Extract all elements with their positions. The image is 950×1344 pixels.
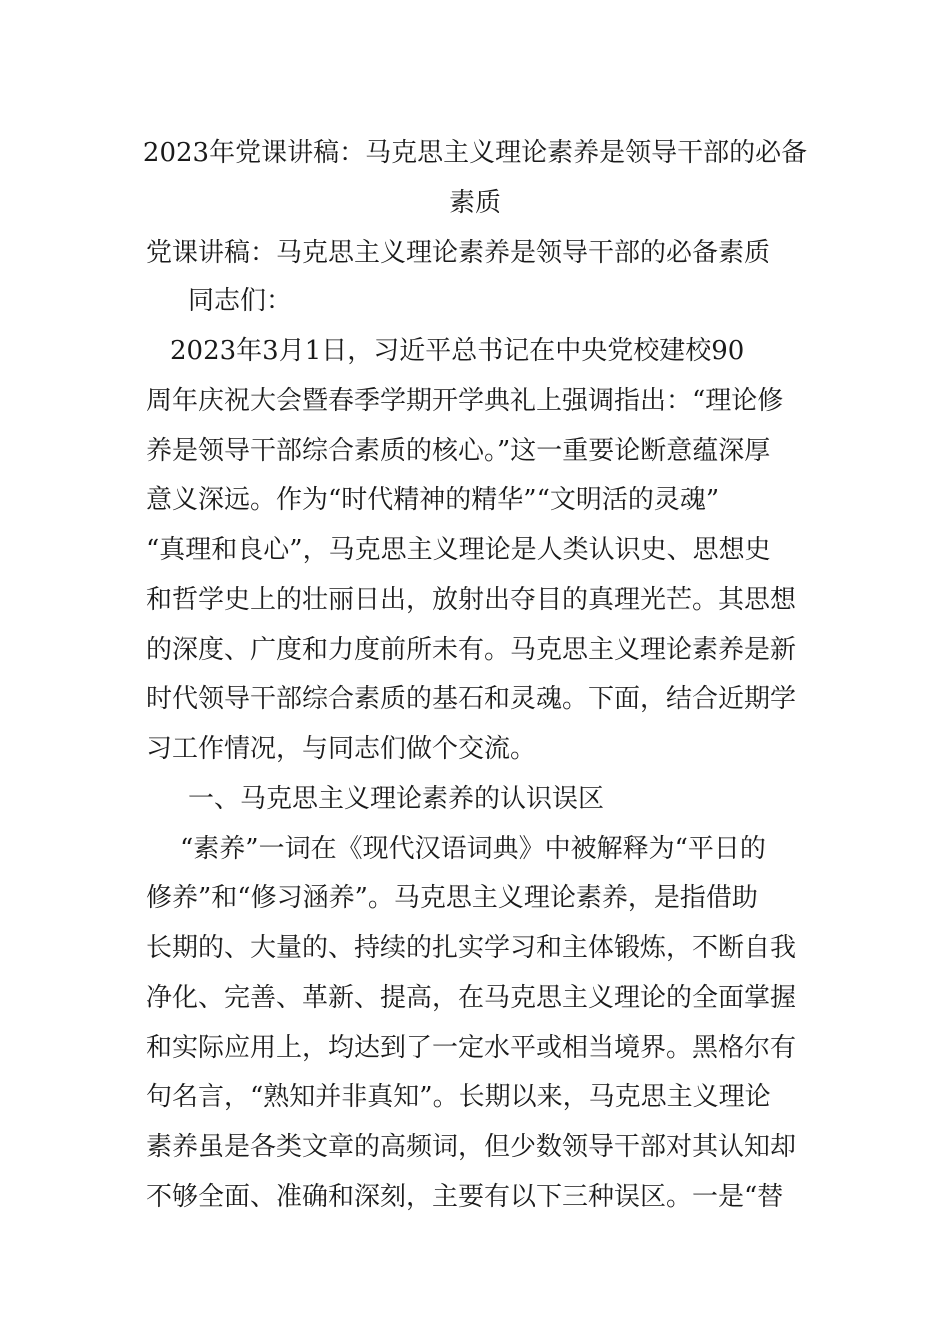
paragraph-line: 养是领导干部综合素质的核心。”这一重要论断意蕴深厚 — [146, 436, 771, 466]
paragraph-line: 习工作情况，与同志们做个交流。 — [146, 734, 537, 764]
paragraph-line: 净化、完善、革新、提高，在马克思主义理论的全面掌握 — [146, 983, 797, 1013]
paragraph-line: 意义深远。作为“时代精神的精华”“文明活的灵魂” — [146, 485, 720, 515]
title-line-2: 素质 — [448, 188, 501, 218]
title-line-1: 2023年党课讲稿：马克思主义理论素养是领导干部的必备 — [142, 138, 808, 168]
paragraph-line: “真理和良心”，马克思主义理论是人类认识史、思想史 — [146, 535, 771, 565]
document-title — [140, 128, 810, 228]
paragraph-line: 和哲学史上的壮丽日出，放射出夺目的真理光芒。其思想 — [146, 585, 797, 615]
paragraph-line: 的深度、广度和力度前所未有。马克思主义理论素养是新 — [146, 635, 797, 665]
paragraph-line: 修养”和“修习涵养”。马克思主义理论素养，是指借助 — [146, 883, 758, 913]
section-heading: 一、马克思主义理论素养的认识误区 — [188, 784, 605, 814]
paragraph-line: 2023年3月1日，习近平总书记在中央党校建校90 — [170, 336, 745, 366]
paragraph-line: 长期的、大量的、持续的扎实学习和主体锻炼，不断自我 — [146, 933, 797, 963]
paragraph-line: 句名言，“熟知并非真知”。长期以来，马克思主义理论 — [146, 1082, 771, 1112]
paragraph-line: 不够全面、准确和深刻，主要有以下三种误区。一是“替 — [146, 1182, 784, 1212]
paragraph-line: 周年庆祝大会暨春季学期开学典礼上强调指出：“理论修 — [146, 386, 784, 416]
paragraph-line: 素养虽是各类文章的高频词，但少数领导干部对其认知却 — [146, 1132, 797, 1162]
greeting: 同志们： — [188, 286, 293, 316]
paragraph-line: 和实际应用上，均达到了一定水平或相当境界。黑格尔有 — [146, 1033, 797, 1063]
paragraph-line: 时代领导干部综合素质的基石和灵魂。下面，结合近期学 — [146, 684, 797, 714]
subtitle: 党课讲稿：马克思主义理论素养是领导干部的必备素质 — [146, 238, 771, 268]
paragraph-line: “素养”一词在《现代汉语词典》中被解释为“平日的 — [180, 834, 766, 864]
